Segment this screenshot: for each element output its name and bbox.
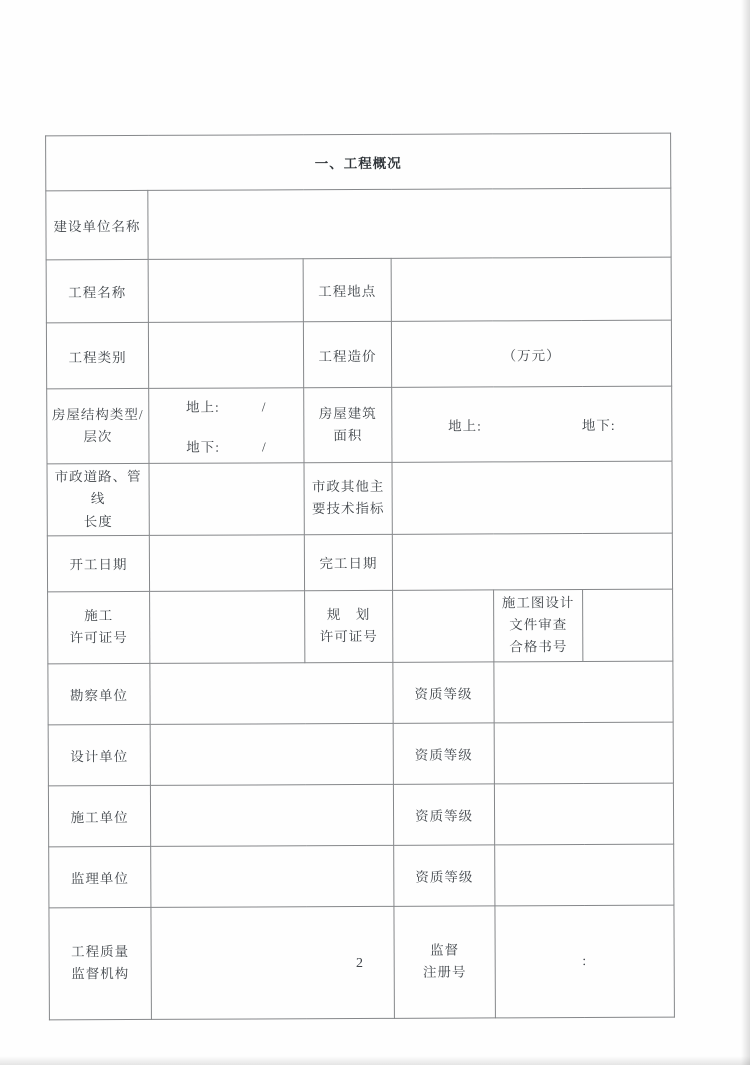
municipal-indicators-label: 市政其他主 要技术指标 (304, 462, 392, 534)
design-unit-label: 设计单位 (48, 724, 150, 785)
supervision-grade-label: 资质等级 (394, 845, 495, 906)
completion-date-label: 完工日期 (304, 534, 392, 590)
planning-permit-label: 规 划 许可证号 (305, 590, 393, 662)
construction-unit-label: 建设单位名称 (46, 190, 148, 259)
structure-below-label: 地下: (186, 439, 220, 455)
supervision-unit-value (151, 845, 394, 907)
structure-type-value (149, 388, 304, 464)
design-grade-label: 资质等级 (393, 723, 494, 784)
building-area-label: 房屋建筑 面积 (304, 387, 392, 462)
supervision-reg-value: : (495, 905, 675, 1018)
municipal-length-label: 市政道路、管线 长度 (47, 463, 149, 535)
survey-unit-value (150, 662, 393, 724)
builder-grade-label: 资质等级 (393, 784, 494, 845)
builder-unit-value (150, 784, 393, 846)
construction-permit-value (150, 591, 305, 663)
scan-edge-right (741, 0, 750, 1065)
survey-unit-label: 勘察单位 (48, 663, 150, 724)
start-date-label: 开工日期 (47, 535, 149, 591)
project-location-label: 工程地点 (303, 258, 391, 321)
construction-unit-value (148, 188, 671, 259)
project-name-label: 工程名称 (46, 259, 148, 322)
supervision-unit-label: 监理单位 (49, 846, 151, 907)
completion-date-value (392, 533, 672, 590)
structure-above-line (151, 395, 301, 416)
project-location-value (391, 257, 671, 321)
survey-grade-value (494, 661, 673, 723)
project-cost-value (391, 320, 671, 387)
supervision-reg-label: 监督 注册号 (394, 906, 495, 1018)
municipal-length-value (149, 463, 304, 535)
structure-below-value: / (261, 439, 267, 455)
project-overview-table (45, 133, 675, 1020)
drawing-review-value (583, 589, 673, 661)
design-grade-value (494, 722, 673, 784)
building-area-value (392, 386, 672, 462)
project-name-value (148, 259, 303, 323)
supervision-grade-value (495, 844, 674, 906)
survey-grade-label: 资质等级 (393, 662, 494, 723)
project-category-label: 工程类别 (46, 322, 148, 388)
quality-supervision-label: 工程质量 监督机构 (49, 907, 151, 1019)
start-date-value (149, 535, 304, 592)
project-overview-form (45, 133, 675, 1020)
municipal-indicators-value (392, 461, 672, 534)
design-unit-value (150, 723, 393, 785)
project-cost-label: 工程造价 (303, 321, 391, 387)
structure-above-label: 地上: (185, 399, 220, 415)
area-above-label: 地上: (448, 418, 482, 434)
scan-edge-bottom (0, 1056, 750, 1065)
project-category-value (148, 322, 303, 389)
area-below-label: 地下: (581, 417, 616, 434)
builder-grade-value (494, 783, 673, 845)
construction-permit-label: 施工 许可证号 (48, 591, 150, 663)
project-cost-unit: （万元） (502, 347, 561, 363)
page-number: 2 (356, 956, 363, 971)
structure-above-value: / (261, 399, 267, 415)
planning-permit-value (393, 590, 494, 662)
structure-below-line (151, 435, 301, 456)
structure-type-label: 房屋结构类型/ 层次 (47, 388, 149, 463)
drawing-review-label: 施工图设计 文件审查 合格书号 (494, 589, 583, 661)
builder-unit-label: 施工单位 (48, 785, 150, 846)
section-title: 一、工程概况 (46, 133, 671, 191)
